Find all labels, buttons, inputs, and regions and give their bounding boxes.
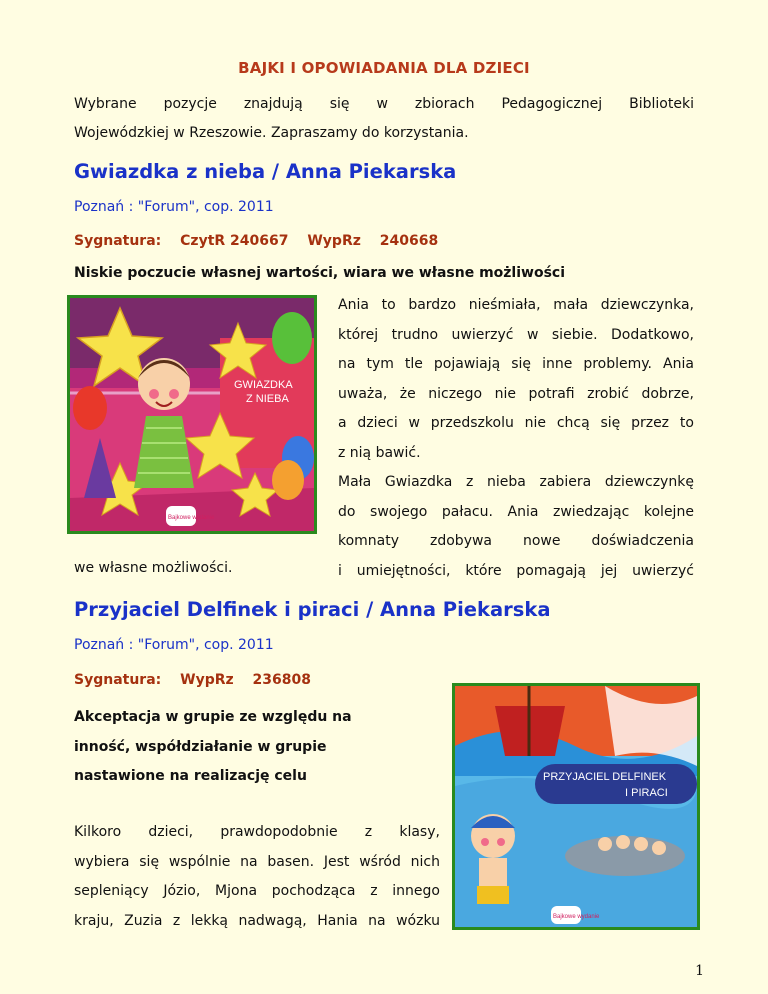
text-line: i umiejętności, które pomagają jej uwierzyć bbox=[338, 562, 694, 579]
book2-cover-art bbox=[455, 686, 697, 927]
signature-value: CzytR 240667 bbox=[180, 233, 289, 249]
text-line: Ania to bardzo nieśmiała, mała dziewczynka, bbox=[338, 297, 694, 313]
book1-cover-art bbox=[70, 298, 314, 531]
signature-label: Sygnatura: bbox=[74, 233, 162, 249]
signature-label: Sygnatura: bbox=[74, 672, 162, 688]
svg-text:GWIAZDKA: GWIAZDKA bbox=[234, 379, 293, 391]
intro-paragraph bbox=[74, 90, 694, 148]
book1-publisher: Poznań : "Forum", cop. 2011 bbox=[74, 199, 274, 215]
text-line: z nią bawić. bbox=[338, 444, 421, 461]
book1-signature bbox=[74, 233, 452, 249]
svg-text:PRZYJACIEL DELFINEK: PRZYJACIEL DELFINEK bbox=[543, 771, 667, 783]
text-line: Mała Gwiazdka z nieba zabiera dziewczynkę bbox=[338, 474, 694, 490]
book2-description bbox=[74, 818, 440, 936]
book1-topic: Niskie poczucie własnej wartości, wiara we własne możliwości bbox=[74, 265, 565, 281]
text-line: Kilkoro dzieci, prawdopodobnie z klasy, bbox=[74, 824, 440, 840]
signature-value: WypRz bbox=[307, 233, 361, 249]
signature-value: WypRz bbox=[180, 672, 234, 688]
text-line: komnaty zdobywa nowe doświadczenia bbox=[338, 533, 694, 549]
book2-topic: Akceptacja w grupie ze względu na inność, współdziałanie w grupie nastawione na realizację celu bbox=[74, 709, 352, 784]
book2-cover-image[interactable] bbox=[452, 683, 700, 930]
book2-signature bbox=[74, 672, 325, 688]
text-line: której trudno uwierzyć w siebie. Dodatkowo, bbox=[338, 326, 694, 343]
intro-word: pozycje bbox=[163, 96, 217, 112]
intro-line-1 bbox=[74, 90, 694, 119]
book1-heading[interactable]: Gwiazdka z nieba / Anna Piekarska bbox=[74, 160, 457, 183]
intro-line-2: Wojewódzkiej w Rzeszowie. Zapraszamy do korzystania. bbox=[74, 125, 469, 141]
svg-text:Z NIEBA: Z NIEBA bbox=[246, 393, 289, 405]
text-line: uważa, że niczego nie potrafi zrobić dobrze, bbox=[338, 385, 694, 402]
text-line: wybiera się wspólnie na basen. Jest wśród nich bbox=[74, 853, 440, 870]
signature-value: 240668 bbox=[379, 233, 439, 249]
text-line: na tym tle pojawiają się inne problemy. Ania bbox=[338, 356, 694, 372]
book1-description-end: we własne możliwości. bbox=[74, 560, 233, 576]
book1-cover-image[interactable] bbox=[67, 295, 317, 534]
svg-text:Bajkowe wydanie: Bajkowe wydanie bbox=[168, 515, 215, 521]
intro-word: Pedagogicznej bbox=[501, 96, 603, 112]
intro-word: Wybrane bbox=[74, 96, 137, 112]
text-line: sepleniący Józio, Mjona pochodząca z innego bbox=[74, 883, 440, 899]
svg-text:Bajkowe wydanie: Bajkowe wydanie bbox=[553, 914, 600, 920]
intro-word: Biblioteki bbox=[629, 96, 694, 112]
book2-publisher: Poznań : "Forum", cop. 2011 bbox=[74, 637, 274, 653]
svg-text:I PIRACI: I PIRACI bbox=[625, 787, 668, 799]
intro-word: się bbox=[329, 96, 350, 112]
intro-word: w bbox=[376, 96, 388, 112]
intro-word: znajdują bbox=[243, 96, 303, 112]
text-line: a dzieci w przedszkolu nie chcą się przez to bbox=[338, 415, 694, 431]
book2-heading[interactable]: Przyjaciel Delfinek i piraci / Anna Piekarska bbox=[74, 598, 551, 621]
book1-description bbox=[338, 291, 694, 586]
text-line: kraju, Zuzia z lekką nadwagą, Hania na wózku bbox=[74, 912, 440, 929]
text-line: do swojego pałacu. Ania zwiedzając kolejne bbox=[338, 503, 694, 520]
page-title: BAJKI I OPOWIADANIA DLA DZIECI bbox=[238, 59, 530, 77]
intro-word: zbiorach bbox=[414, 96, 475, 112]
page-number: 1 bbox=[695, 963, 704, 979]
signature-value: 236808 bbox=[252, 672, 311, 688]
